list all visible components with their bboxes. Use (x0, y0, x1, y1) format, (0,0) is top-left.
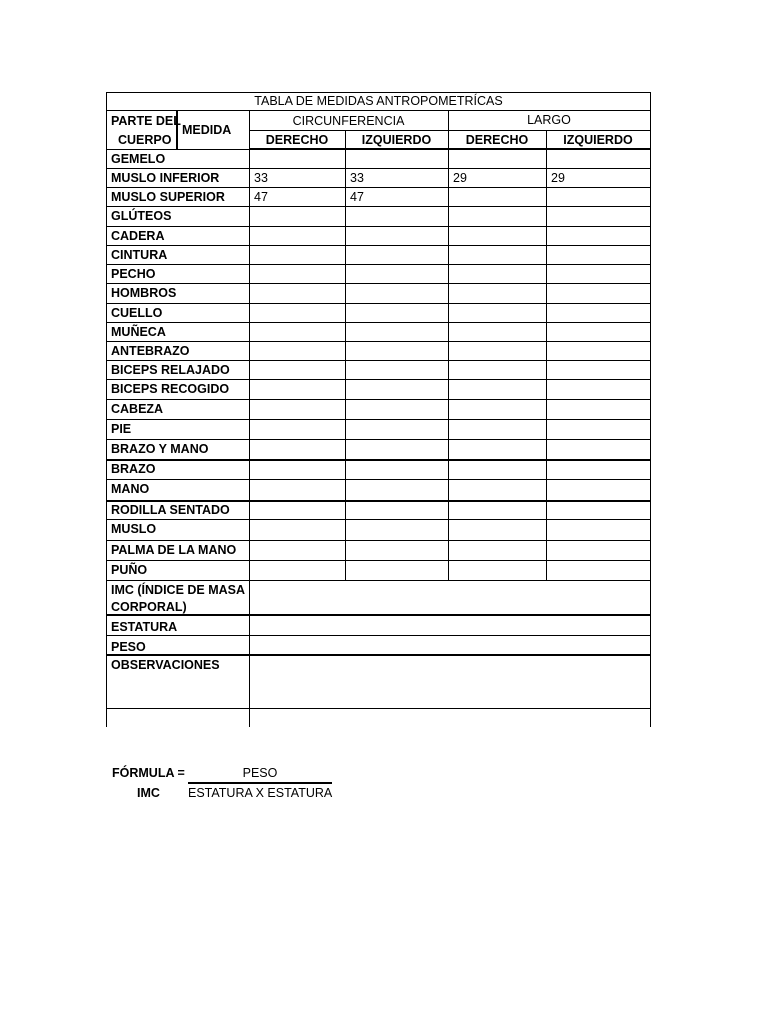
row-line (106, 580, 651, 581)
row-line (106, 168, 651, 169)
row-label: BRAZO Y MANO (111, 442, 209, 456)
measurement-cell-circ-izq[interactable] (350, 562, 445, 578)
measurement-cell-circ-izq[interactable] (350, 461, 445, 477)
measurement-cell-largo-der[interactable] (453, 189, 543, 205)
measurement-cell-circ-der[interactable] (254, 562, 342, 578)
formula-imc-label: IMC (137, 786, 160, 800)
row-label: MUSLO (111, 522, 157, 536)
measurement-cell-largo-der[interactable] (453, 266, 543, 282)
col-divider-2 (345, 131, 346, 580)
measurement-cell-circ-der[interactable] (254, 542, 342, 558)
row-line (106, 341, 651, 342)
measurement-cell-circ-izq[interactable] (350, 266, 445, 282)
measurement-cell-largo-der[interactable] (453, 247, 543, 263)
measurement-cell-largo-izq[interactable] (551, 421, 647, 437)
measurement-cell-largo-izq[interactable] (551, 285, 647, 301)
row-line (106, 245, 651, 246)
measurement-cell-largo-der[interactable] (453, 285, 543, 301)
formula-denominator: ESTATURA X ESTATURA (188, 786, 333, 800)
header-largo-izquierdo: IZQUIERDO (563, 133, 633, 147)
header-largo-derecho: DERECHO (465, 133, 529, 147)
row-label: HOMBROS (111, 286, 177, 300)
measurement-cell-largo-der[interactable] (453, 151, 543, 167)
measurement-cell-largo-der[interactable] (453, 305, 543, 321)
measurement-cell-largo-izq[interactable] (551, 208, 647, 224)
measurement-cell-circ-izq[interactable] (350, 401, 445, 417)
row-line (106, 187, 651, 188)
row-line (106, 206, 651, 207)
row-line (106, 439, 651, 440)
measurement-cell-largo-izq[interactable] (551, 343, 647, 359)
measurement-cell-circ-izq[interactable] (350, 343, 445, 359)
measurement-cell-largo-izq[interactable] (551, 521, 647, 537)
measurement-cell-circ-izq[interactable] (350, 441, 445, 457)
header-medida: MEDIDA (182, 123, 232, 137)
measurement-cell-largo-izq[interactable] (551, 151, 647, 167)
measurement-cell-largo-der[interactable] (453, 362, 543, 378)
measurement-cell-largo-der[interactable] (453, 208, 543, 224)
row-label: PUÑO (111, 563, 148, 577)
measurement-cell-largo-der[interactable] (453, 421, 543, 437)
fraction-bar (188, 782, 332, 784)
header-parte-del: PARTE DEL (111, 114, 181, 128)
measurement-cell-circ-der[interactable] (254, 208, 342, 224)
row-line (106, 519, 651, 520)
group-header-divider (249, 130, 651, 131)
row-line (106, 303, 651, 304)
measurement-cell-circ-izq[interactable] (350, 421, 445, 437)
measurement-cell-largo-der[interactable] (453, 381, 543, 397)
row-line (106, 419, 651, 420)
row-label: RODILLA SENTADO (111, 503, 230, 517)
measurement-cell-largo-izq[interactable] (551, 305, 647, 321)
header-largo: LARGO (527, 113, 571, 127)
measurement-cell-largo-der[interactable] (453, 401, 543, 417)
row-label: PECHO (111, 267, 156, 281)
row-label: BICEPS RELAJADO (111, 363, 230, 377)
estatura-label: ESTATURA (111, 620, 178, 634)
row-line (106, 149, 651, 150)
measurement-cell-circ-izq[interactable]: 47 (350, 190, 364, 204)
measurement-cell-circ-der[interactable]: 33 (254, 171, 268, 185)
header-circ-izquierdo: IZQUIERDO (361, 133, 432, 147)
summary-row-line (106, 614, 651, 616)
measurement-cell-largo-der[interactable] (453, 343, 543, 359)
measurement-cell-circ-der[interactable] (254, 521, 342, 537)
col-divider-4 (546, 131, 547, 580)
measurement-cell-circ-der[interactable] (254, 228, 342, 244)
measurement-cell-circ-izq[interactable] (350, 208, 445, 224)
measurement-cell-circ-der[interactable] (254, 324, 342, 340)
title-divider (106, 110, 651, 111)
table-title: TABLA DE MEDIDAS ANTROPOMETRÍCAS (254, 94, 503, 108)
measurement-cell-largo-der[interactable] (453, 502, 543, 518)
measurement-cell-circ-der[interactable] (254, 343, 342, 359)
measurement-cell-largo-der[interactable] (453, 461, 543, 477)
measurement-cell-circ-izq[interactable] (350, 151, 445, 167)
measurement-cell-largo-izq[interactable] (551, 401, 647, 417)
row-line (106, 540, 651, 541)
measurement-cell-circ-der[interactable] (254, 401, 342, 417)
measurement-cell-circ-der[interactable] (254, 362, 342, 378)
measurement-cell-circ-izq[interactable] (350, 481, 445, 497)
imc-label-line1: IMC (ÍNDICE DE MASA (111, 583, 246, 597)
summary-row-line (106, 654, 651, 656)
measurement-cell-largo-der[interactable] (453, 562, 543, 578)
row-label: ANTEBRAZO (111, 344, 190, 358)
measurement-cell-largo-izq[interactable] (551, 381, 647, 397)
measurement-cell-circ-der[interactable] (254, 481, 342, 497)
imc-label-line2: CORPORAL) (111, 600, 187, 614)
col-divider-3 (448, 111, 449, 580)
row-label: GLÚTEOS (111, 209, 172, 223)
header-circ-derecho: DERECHO (265, 133, 329, 147)
measurement-cell-largo-izq[interactable] (551, 228, 647, 244)
row-line (106, 560, 651, 561)
measurement-cell-largo-der[interactable] (453, 481, 543, 497)
measurement-cell-largo-der[interactable] (453, 441, 543, 457)
measurement-cell-largo-izq[interactable] (551, 502, 647, 518)
measurement-cell-largo-izq[interactable] (551, 562, 647, 578)
peso-label: PESO (111, 640, 146, 654)
row-label: CINTURA (111, 248, 168, 262)
measurement-cell-largo-izq[interactable] (551, 481, 647, 497)
row-label: BICEPS RECOGIDO (111, 382, 230, 396)
measurement-cell-circ-der[interactable] (254, 151, 342, 167)
row-label: GEMELO (111, 152, 166, 166)
row-label: CUELLO (111, 306, 163, 320)
measurement-cell-circ-izq[interactable] (350, 521, 445, 537)
measurement-cell-circ-der[interactable] (254, 285, 342, 301)
measurement-cell-circ-izq[interactable] (350, 502, 445, 518)
row-line (106, 360, 651, 361)
summary-row-line (106, 708, 651, 709)
measurement-cell-circ-der[interactable] (254, 502, 342, 518)
row-label: PIE (111, 422, 132, 436)
measurement-cell-largo-der[interactable] (453, 228, 543, 244)
row-line (106, 379, 651, 380)
measurement-cell-largo-der[interactable] (453, 542, 543, 558)
measurement-cell-largo-izq[interactable] (551, 324, 647, 340)
measurement-cell-circ-izq[interactable] (350, 542, 445, 558)
measurement-cell-largo-der[interactable] (453, 521, 543, 537)
row-label: MANO (111, 482, 150, 496)
summary-row-line (106, 635, 651, 636)
measurement-cell-circ-der[interactable] (254, 441, 342, 457)
measurement-cell-circ-der[interactable] (254, 305, 342, 321)
measurement-cell-circ-izq[interactable] (350, 362, 445, 378)
row-line (106, 226, 651, 227)
header-circunferencia: CIRCUNFERENCIA (292, 114, 405, 128)
row-line (106, 322, 651, 323)
row-label: MUSLO INFERIOR (111, 171, 220, 185)
measurement-cell-circ-der[interactable] (254, 247, 342, 263)
header-cuerpo: CUERPO (118, 133, 172, 147)
row-line (106, 399, 651, 400)
measurement-cell-largo-izq[interactable] (551, 189, 647, 205)
row-label: CADERA (111, 229, 165, 243)
measurement-cell-largo-izq[interactable]: 29 (551, 171, 565, 185)
measurement-cell-largo-izq[interactable] (551, 461, 647, 477)
measurement-cell-largo-izq[interactable] (551, 247, 647, 263)
measurement-cell-largo-izq[interactable] (551, 266, 647, 282)
measurement-cell-circ-izq[interactable]: 33 (350, 171, 364, 185)
measurement-cell-circ-izq[interactable] (350, 228, 445, 244)
measurement-cell-circ-der[interactable] (254, 461, 342, 477)
formula-label: FÓRMULA = (112, 766, 185, 780)
measurement-cell-circ-izq[interactable] (350, 247, 445, 263)
row-line (106, 479, 651, 480)
measurement-cell-largo-izq[interactable] (551, 542, 647, 558)
measurement-cell-circ-der[interactable] (254, 266, 342, 282)
measurement-cell-circ-izq[interactable] (350, 305, 445, 321)
measurement-cell-circ-der[interactable] (254, 381, 342, 397)
measurement-cell-largo-der[interactable]: 29 (453, 171, 467, 185)
measurement-cell-largo-der[interactable] (453, 324, 543, 340)
measurement-cell-largo-izq[interactable] (551, 441, 647, 457)
measurement-cell-circ-der[interactable] (254, 421, 342, 437)
row-line (106, 264, 651, 265)
anthropometric-table (106, 92, 651, 727)
row-label: BRAZO (111, 462, 156, 476)
measurement-cell-circ-izq[interactable] (350, 285, 445, 301)
measurement-cell-largo-izq[interactable] (551, 362, 647, 378)
row-label: PALMA DE LA MANO (111, 543, 237, 557)
measurement-cell-circ-izq[interactable] (350, 324, 445, 340)
observaciones-label: OBSERVACIONES (111, 658, 220, 672)
row-label: CABEZA (111, 402, 164, 416)
row-label: MUÑECA (111, 325, 166, 339)
measurement-cell-circ-der[interactable]: 47 (254, 190, 268, 204)
row-line (106, 283, 651, 284)
formula-numerator: PESO (242, 766, 278, 780)
measurement-cell-circ-izq[interactable] (350, 381, 445, 397)
row-label: MUSLO SUPERIOR (111, 190, 225, 204)
